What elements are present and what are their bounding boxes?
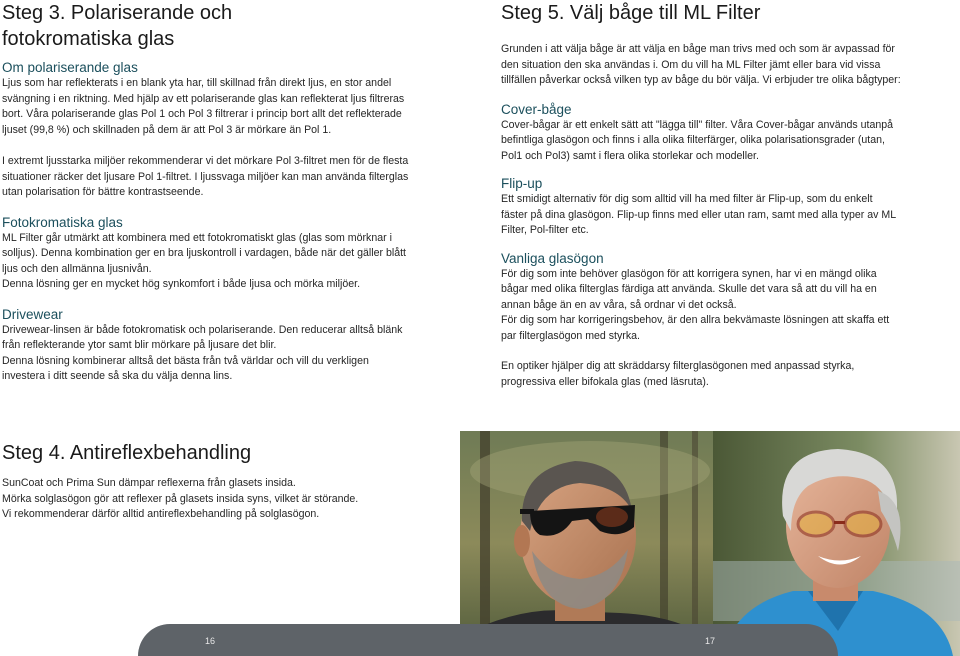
steg4-title: Steg 4. Antireflexbehandling xyxy=(2,442,252,464)
flipup-paragraph: Ett smidigt alternativ för dig som alltid vill ha med filter är Flip-up, som du enkelt fäster på dina glasögon. Flip-up finns med eller utan ram, samt med alla typer av ML Filter, Pol-filter etc. xyxy=(501,193,896,236)
polar-paragraph-1: Ljus som har reflekterats i en blank yta har, till skillnad från direkt ljus, en stor andel svängning i en riktning. Med hjälp av ett polariserande glas kan reflekterat ljus filtreras bort. Våra polariserande glas Pol 1 och Pol 3 filtrerar i princip bort allt det reflekterade ljuset (99,8 %) och skillnaden på dem är att Pol 3 är mörkare än Pol 1. xyxy=(2,77,405,136)
right-column xyxy=(501,0,901,390)
cover-paragraph: Cover-bågar är ett enkelt sätt att "lägga till" filter. Våra Cover-bågar används utanpå befintliga glasögon och finns i alla olika filterfärger, olika polarisationsgrader (utan, Pol1 och Pol3) samt i flera olika storlekar och modeller. xyxy=(501,118,894,162)
steg4-section xyxy=(2,440,442,523)
vanliga-heading: Vanliga glasögon xyxy=(501,250,604,266)
steg4-line: Mörka solglasögon gör att reflexer på glasets insida syns, vilket är störande. xyxy=(2,492,359,505)
polar-paragraph-2: I extremt ljusstarka miljöer rekommenderar vi det mörkare Pol 3-filtret men för de flesta situationer räcker det ljusare Pol 1-filtret. I ljussvaga miljöer kan man använda filterglas utan polarisation för bättre kontrastseende. xyxy=(2,155,409,198)
left-column xyxy=(2,0,412,385)
steg3-title: Steg 3. Polariserande och fotokromatiska glas xyxy=(2,2,233,50)
man-illustration xyxy=(460,431,716,656)
vanliga-paragraph-2: För dig som har korrigeringsbehov, är den allra bekvämaste lösningen att skaffa ett par filterglasögon med styrka. xyxy=(501,314,890,342)
flipup-heading: Flip-up xyxy=(501,176,543,191)
woman-illustration xyxy=(713,431,960,656)
page-number-right: 17 xyxy=(705,636,716,646)
foto-heading: Fotokromatiska glas xyxy=(2,214,123,230)
drivewear-paragraph-2: Denna lösning kombinerar alltså det bästa från två världar och vill du verkligen investera i ditt seende så ska du välja denna lins. xyxy=(2,354,369,382)
steg5-title: Steg 5. Välj båge till ML Filter xyxy=(501,2,761,24)
optiker-paragraph: En optiker hjälper dig att skräddarsy filterglasögonen med anpassad styrka, progressiva eller bifokala glas (med läsruta). xyxy=(501,360,855,388)
polar-heading: Om polariserande glas xyxy=(2,60,138,75)
drivewear-paragraph-1: Drivewear-linsen är både fotokromatisk och polariserande. Den reducerar alltså blänk från reflekterande ytor samt blir mörkare på ljusare det blir. xyxy=(2,323,403,351)
vanliga-paragraph-1: För dig som inte behöver glasögon för att korrigera synen, har vi en mängd olika bågar med olika filterglas färdiga att använda. Skulle det vara så att du vill ha en annan båge än en av våra, så ordnar vi det också. xyxy=(501,267,877,311)
foto-paragraph-1: ML Filter går utmärkt att kombinera med ett fotokromatiskt glas (glas som mörknar i solljus). Denna kombination ger en bra ljuskontroll i vardagen, både när det gäller blått ljus och den allmänna ljusnivån. xyxy=(2,231,406,275)
steg4-line: SunCoat och Prima Sun dämpar reflexerna från glasets insida. xyxy=(2,477,296,489)
steg4-line: Vi rekommenderar därför alltid antireflexbehandling på solglasögon. xyxy=(2,508,320,520)
footer-bar xyxy=(138,624,838,656)
page-number-left: 16 xyxy=(205,636,216,646)
photo-man-sunglasses xyxy=(460,431,716,656)
drivewear-heading: Drivewear xyxy=(2,306,63,322)
steg5-intro: Grunden i att välja båge är att välja en båge man trivs med och som är avpassad för den situation den ska användas i. Om du vill ha ML Filter jämt eller bara vid vissa tillfällen påverkar också vilken typ av båge du bör välja. Vi erbjuder tre olika bågtyper: xyxy=(501,43,901,86)
foto-paragraph-2: Denna lösning ger en mycket hög synkomfort i både ljusa och mörka miljöer. xyxy=(2,278,361,290)
photo-woman-glasses xyxy=(713,431,960,656)
cover-heading: Cover-båge xyxy=(501,101,572,117)
